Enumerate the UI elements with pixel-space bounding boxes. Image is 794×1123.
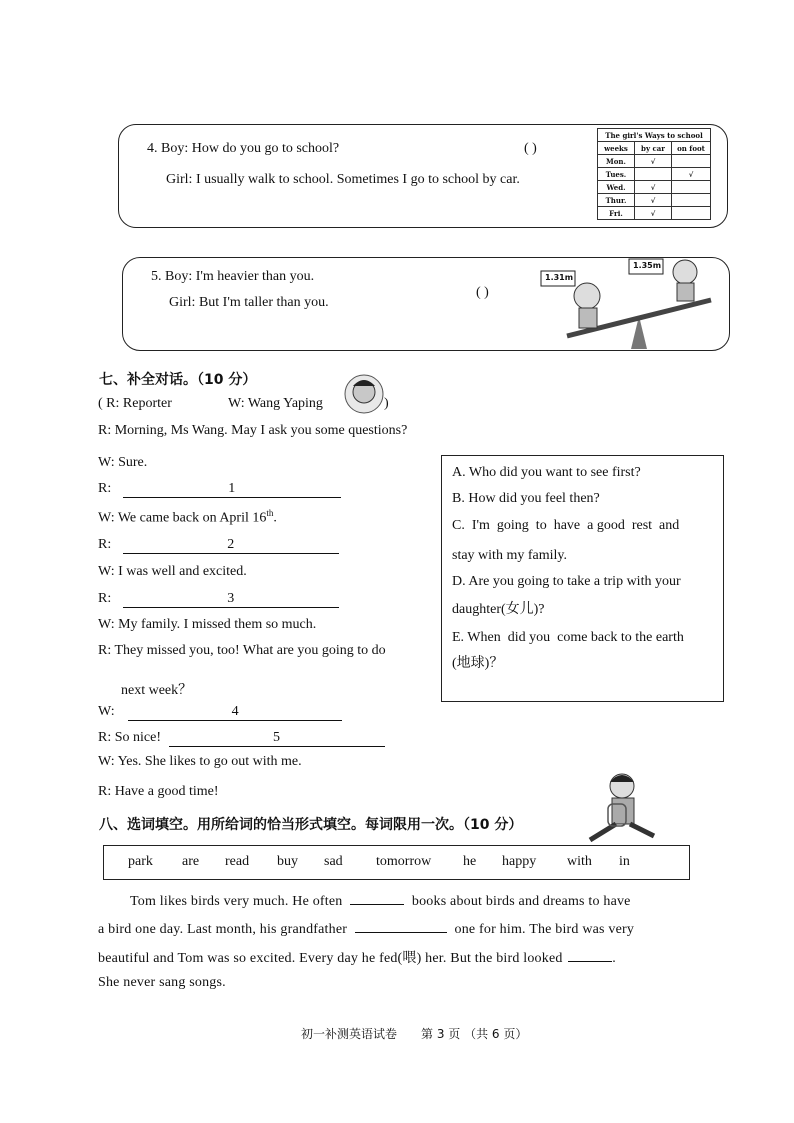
- passage-blank[interactable]: [355, 916, 447, 933]
- schedule-car: √: [635, 207, 672, 220]
- option-a: A. Who did you want to see first?: [452, 465, 641, 480]
- schedule-header: weeks: [598, 142, 635, 155]
- option-d-cont: daughter(女儿)?: [452, 602, 545, 617]
- q4-girl-line: Girl: I usually walk to school. Sometimes I go to school by car.: [166, 172, 520, 187]
- dialog-line: W: I was well and excited.: [98, 564, 247, 579]
- schedule-foot: [672, 207, 711, 220]
- q4-answer-paren: ( ): [524, 141, 537, 156]
- superscript: th: [266, 508, 274, 518]
- options-box: [441, 455, 724, 702]
- schedule-car: √: [635, 155, 672, 168]
- schedule-title: The girl's Ways to school: [598, 129, 711, 142]
- word-bank-item: he: [463, 854, 477, 869]
- passage-blank[interactable]: [350, 888, 404, 905]
- speaker: W:: [98, 704, 115, 719]
- answer-blank-5[interactable]: 5: [169, 730, 385, 747]
- word-bank-item: happy: [502, 854, 537, 869]
- schedule-foot: [672, 181, 711, 194]
- speaker: R:: [98, 591, 112, 606]
- answer-blank-1[interactable]: 1: [123, 481, 341, 498]
- section-7-heading: 七、补全对话。（10 分）: [99, 372, 257, 388]
- dialog-line: [98, 704, 342, 721]
- dialog-line: W: My family. I missed them so much.: [98, 617, 317, 632]
- dialog-line: W: Sure.: [98, 455, 148, 470]
- dialog-line: W: We came back on April 16th.: [98, 508, 277, 526]
- schedule-header: by car: [635, 142, 672, 155]
- dialog-line: [98, 730, 385, 747]
- section-8-heading: 八、选词填空。用所给词的恰当形式填空。每词限用一次。（10 分）: [99, 817, 523, 833]
- option-e: E. When did you come back to the earth: [452, 630, 684, 645]
- schedule-day: Thur.: [598, 194, 635, 207]
- passage-line-2: a bird one day. Last month, his grandfather one for him. The bird was very: [98, 916, 634, 938]
- schedule-foot: [672, 194, 711, 207]
- word-bank-item: in: [619, 854, 630, 869]
- option-c-cont: stay with my family.: [452, 548, 567, 563]
- word-bank-box: [103, 845, 690, 880]
- q5-boy-line: 5. Boy: I'm heavier than you.: [151, 269, 315, 284]
- speaker: R: So nice!: [98, 730, 161, 745]
- roles-close: ): [384, 396, 389, 411]
- seesaw-illustration: [535, 256, 721, 350]
- schedule-day: Tues.: [598, 168, 635, 181]
- word-bank-item: buy: [277, 854, 298, 869]
- schedule-car: √: [635, 181, 672, 194]
- passage-line-4: She never sang songs.: [98, 975, 226, 990]
- schedule-car: [635, 168, 672, 181]
- dialog-line: R: Have a good time!: [98, 784, 219, 799]
- word-bank-item: are: [182, 854, 200, 869]
- speaker: R:: [98, 537, 112, 552]
- passage-line-1: Tom likes birds very much. He often books about birds and dreams to have: [130, 888, 631, 910]
- dialog-line: [98, 481, 341, 498]
- roles-reporter: ( R: Reporter: [98, 396, 172, 411]
- schedule-foot: √: [672, 168, 711, 181]
- q4-boy-line: 4. Boy: How do you go to school?: [147, 141, 340, 156]
- dialog-line: R: Morning, Ms Wang. May I ask you some questions?: [98, 423, 408, 438]
- q5-girl-line: Girl: But I'm taller than you.: [169, 295, 329, 310]
- option-d: D. Are you going to take a trip with your: [452, 574, 681, 589]
- word-bank-item: sad: [324, 854, 343, 869]
- passage-blank[interactable]: [568, 945, 612, 962]
- option-e-cont: (地球)？: [452, 656, 504, 671]
- speaker: R:: [98, 481, 112, 496]
- q4-schedule-table: [597, 128, 711, 220]
- word-bank-item: read: [225, 854, 250, 869]
- q5-answer-paren: ( ): [476, 285, 489, 300]
- word-bank-item: with: [567, 854, 592, 869]
- boy-height-label: 1.31m: [545, 273, 574, 282]
- passage-line-3: beautiful and Tom was so excited. Every day he fed(喂) her. But the bird looked .: [98, 945, 616, 967]
- schedule-header: on foot: [672, 142, 711, 155]
- answer-blank-3[interactable]: 3: [123, 591, 339, 608]
- answer-blank-2[interactable]: 2: [123, 537, 339, 554]
- dialog-line: [98, 591, 339, 608]
- dialog-line: R: They missed you, too! What are you going to do: [98, 643, 386, 658]
- question-5-box: [122, 257, 730, 351]
- dialog-line: [98, 537, 339, 554]
- word-bank-item: park: [128, 854, 153, 869]
- schedule-day: Fri.: [598, 207, 635, 220]
- schedule-car: √: [635, 194, 672, 207]
- astronaut-portrait-icon: [344, 372, 384, 416]
- question-4-box: [118, 124, 728, 228]
- boy-with-birdcage-icon: [586, 770, 658, 846]
- option-b: B. How did you feel then?: [452, 491, 600, 506]
- page-footer: 初一补测英语试卷 第 3 页 （共 6 页）: [301, 1027, 528, 1041]
- word-bank-item: tomorrow: [376, 854, 432, 869]
- girl-height-label: 1.35m: [633, 261, 662, 270]
- dialog-line: W: Yes. She likes to go out with me.: [98, 754, 302, 769]
- roles-wang: W: Wang Yaping: [228, 396, 323, 411]
- option-c: C. I'm going to have a good rest and: [452, 518, 680, 533]
- dialog-line: next week？: [121, 683, 193, 698]
- answer-blank-4[interactable]: 4: [128, 704, 342, 721]
- schedule-day: Wed.: [598, 181, 635, 194]
- schedule-foot: [672, 155, 711, 168]
- schedule-day: Mon.: [598, 155, 635, 168]
